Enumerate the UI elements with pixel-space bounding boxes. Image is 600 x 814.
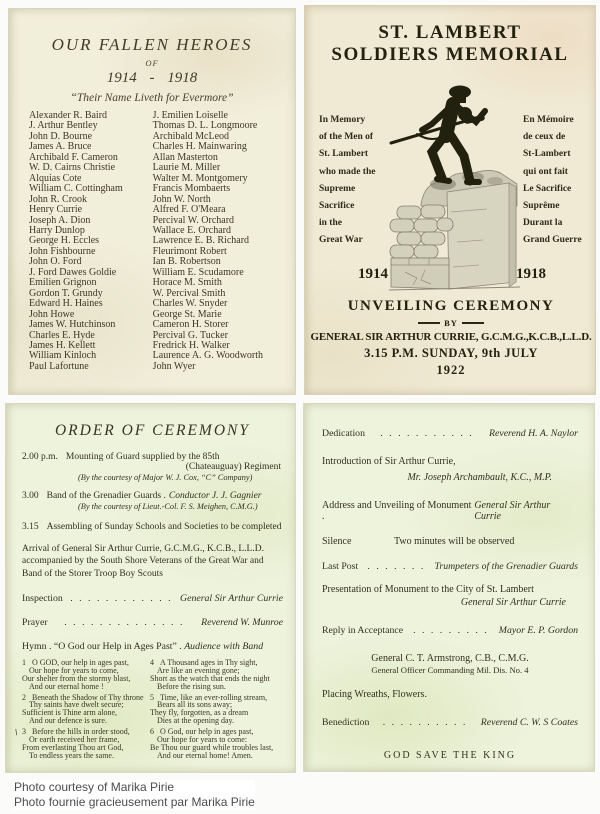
memorial-text-line: Grand Guerre (523, 235, 582, 246)
fallen-hero-name: Ian B. Robertson (152, 256, 221, 268)
hymn-line: 5 Time, like an ever-rolling stream, (150, 692, 268, 702)
hymn-line: And our eternal home! Amen. (157, 750, 253, 760)
hymn-line: From everlasting Thou art God, (22, 742, 124, 752)
memorial-text-line: Supreme (319, 183, 356, 194)
item-time: 2.00 p.m. (22, 452, 58, 462)
program-item-silence (322, 536, 578, 547)
item-value: Two minutes will be observed (393, 536, 515, 547)
photo-credit-french: Photo fournie gracieusement par Marika Pirie (14, 795, 255, 809)
heroes-of: OF (145, 58, 159, 68)
fallen-hero-name: George H. Eccles (29, 235, 100, 247)
dot-leader: . . . . . . . . . . . . . . (64, 616, 185, 628)
fallen-hero-name: James A. Bruce (29, 141, 92, 153)
fallen-hero-name: Wallace E. Orchard (152, 224, 231, 236)
program-item-introduction (322, 456, 578, 483)
fallen-hero-name: Francis Mombaerts (152, 183, 231, 195)
rule-right (462, 322, 484, 324)
fallen-hero-name: Allan Masterton (152, 151, 218, 163)
cover-title-line1: ST. LAMBERT (378, 22, 522, 43)
hymn-line: Or earth received her frame, (29, 735, 120, 745)
item-courtesy-note: (By the courtesy of Lieut.-Col. F. S. Meighen, C.M.G.) (78, 502, 258, 511)
dot-leader: . . . . . . . . . (413, 625, 489, 636)
hymn-line: To endless years the same. (29, 750, 114, 760)
fallen-hero-name: Alfred F. O'Meara (152, 204, 226, 216)
item-value: General Sir Arthur Currie (474, 500, 551, 522)
heroes-motto: “Their Name Liveth for Evermore” (70, 92, 234, 104)
event-title: UNVEILING CEREMONY (347, 298, 555, 314)
fallen-hero-name: Joseph A. Dion (29, 214, 91, 226)
fallen-hero-name: W. D. Cairns Christie (29, 162, 116, 174)
order-item-inspection (22, 593, 283, 604)
fallen-hero-name: Walter M. Montgomery (152, 172, 248, 184)
hymn-column-left (13, 657, 146, 763)
hymn-line: Dies at the opening day. (157, 716, 235, 726)
item-label: Address and Unveiling of Monument . (322, 500, 472, 522)
unveiling-block (305, 298, 596, 378)
item-text-continued: (Chateauguay) Regiment (185, 462, 281, 472)
fallen-hero-name: William C. Cottingham (29, 183, 123, 195)
memorial-text-line: Sacrifice (319, 201, 355, 212)
program-item-address (322, 500, 578, 522)
fallen-hero-name: Laurence A. G. Woodworth (152, 350, 264, 362)
hymn-line: They fly, forgotten, as a dream (150, 708, 249, 718)
memorial-text-line: St-Lambert (523, 149, 571, 160)
memorial-text-french (523, 112, 596, 250)
hymn-verse (22, 659, 146, 691)
fallen-hero-name: Archibald F. Cameron (29, 151, 118, 163)
hymn-line: And our eternal home ! (29, 681, 104, 691)
fallen-hero-name: George St. Marie (152, 308, 222, 320)
order-item-mounting (22, 452, 283, 462)
dot-leader: . . . . . . . . . . . . (70, 592, 173, 604)
item-value: Reverend C. W. S Coates (480, 717, 578, 728)
fallen-hero-name: Charles H. Mainwaring (152, 141, 247, 153)
program-item-benediction (322, 717, 578, 728)
hymn-column-right (150, 659, 283, 763)
fallen-hero-name: Lawrence E. B. Richard (152, 235, 250, 247)
memorial-text-line: in the (319, 218, 342, 229)
memorial-text-line: Le Sacrifice (523, 183, 572, 194)
armstrong-title: General Officer Commanding Mil. Dis. No. 4 (371, 665, 529, 675)
fallen-hero-name: John W. North (152, 193, 211, 205)
fallen-hero-name: James W. Hutchinson (29, 319, 116, 331)
item-label: Last Post (322, 561, 359, 572)
dot-leader: . . . . . . . . . . . (380, 428, 474, 439)
hymn-line: Our hope for years to come, (29, 665, 119, 675)
year-end: 1918 (516, 266, 546, 282)
closing-line: GOD SAVE THE KING (383, 750, 517, 761)
verse-number: 2 (22, 692, 26, 702)
fallen-hero-name: William Kinloch (29, 350, 97, 362)
memorial-text-line: Suprême (523, 201, 560, 212)
fallen-hero-name: Fleurimont Robert (152, 245, 227, 257)
verse-number: 1 (22, 657, 26, 667)
fallen-hero-name: Paul Lafortune (29, 360, 89, 372)
by-label: BY (444, 318, 458, 328)
fallen-hero-name: John Fishbourne (29, 245, 96, 257)
program-item-dedication (322, 428, 578, 439)
hymn-line: Bears all its sons away; (157, 700, 233, 710)
fallen-hero-name: J. Ford Dawes Goldie (29, 266, 117, 278)
fallen-hero-name: John Howe (29, 308, 75, 320)
item-label: Introduction of Sir Arthur Currie, (322, 456, 456, 467)
item-label: Benediction (322, 717, 370, 728)
order-item-assembling (22, 522, 283, 532)
verse-number: 5 (150, 692, 154, 702)
arrival-paragraph: Arrival of General Sir Arthur Currie, G.C.M.G., K.C.B., L.L.D. accompanied by the South Shore Veterans of the Great War and Band of the Storer Troop Boy Scouts (22, 544, 264, 579)
fallen-heroes-list (9, 111, 295, 372)
fallen-hero-name: Fredrick H. Walker (152, 339, 230, 351)
fallen-hero-name: Henry Currie (29, 204, 83, 216)
fallen-hero-name: Percival W. Orchard (152, 214, 235, 226)
hymn-line: Be Thou our guard while troubles last, (150, 742, 274, 752)
names-column-right (153, 111, 295, 372)
item-label: Silence (322, 536, 352, 547)
fallen-hero-name: Gordon T. Grundy (29, 287, 103, 299)
by-row (305, 318, 596, 328)
hymn-heading (22, 641, 283, 652)
hymn-verse (150, 694, 283, 726)
fallen-hero-name: John D. Bourne (29, 130, 93, 142)
fallen-hero-name: Cameron H. Storer (152, 319, 229, 331)
item-label: Reply in Acceptance (322, 625, 404, 636)
memorial-text-line: de ceux de (523, 132, 566, 143)
hymn-line: 4 A Thousand ages in Thy sight, (150, 657, 258, 667)
memorial-text-line: En Mémoire (523, 115, 574, 125)
cover-title-line2: SOLDIERS MEMORIAL (331, 44, 569, 65)
item-label: Dedication (322, 428, 365, 439)
memorial-text-line: St. Lambert (319, 149, 369, 160)
hymn-line: Are like an evening gone; (157, 665, 240, 675)
event-year: 1922 (436, 363, 466, 377)
hymn-verses (13, 657, 283, 763)
hymn-line: Our hope for years to come: (157, 735, 247, 745)
program-item-last-post (322, 561, 578, 572)
hymn-line: 1 O GOD, our help in ages past, (22, 657, 129, 667)
item-time: 3.15 (22, 522, 39, 532)
fallen-hero-name: John R. Crook (29, 193, 88, 205)
rule-left (418, 322, 440, 324)
fallen-hero-name: Thomas D. L. Longmoore (152, 120, 258, 132)
hymn-verse (150, 728, 283, 760)
fallen-hero-name: Charles W. Snyder (152, 298, 228, 310)
verse-number: 6 (150, 727, 154, 737)
memorial-text-line: In Memory (319, 115, 366, 125)
hymn-line: 3 Before the hills in order stood, (22, 727, 130, 737)
event-datetime: 3.15 P.M. SUNDAY, 9th JULY (364, 346, 538, 360)
panel-memorial-cover (304, 5, 596, 395)
photo-credit-english: Photo courtesy of Marika Pirie (14, 780, 175, 794)
memorial-text-line: of the Men of (319, 132, 374, 143)
fallen-hero-name: Archibald McLeod (152, 130, 230, 142)
item-text: Band of the Grenadier Guards . (46, 491, 166, 501)
item-courtesy-note: (By the courtesy of Major W. J. Cox, “C” Company) (78, 473, 253, 482)
item-value: Mr. Joseph Archambault, K.C., M.P. (407, 472, 552, 483)
hymn-line: And our defence is sure. (29, 716, 107, 726)
panel-fallen-heroes (8, 8, 296, 395)
fallen-hero-name: James H. Kellett (29, 339, 96, 351)
order-item-prayer (22, 617, 283, 628)
fallen-hero-name: Horace M. Smith (152, 277, 222, 289)
item-value: General Sir Arthur Currie (460, 597, 566, 608)
item-value: Trumpeters of the Grenadier Guards (434, 561, 578, 572)
panel-order-of-ceremony (5, 403, 296, 773)
program-item-wreaths: Placing Wreaths, Flowers. (322, 689, 427, 700)
hymn-line: Short as the watch that ends the night (150, 673, 270, 683)
item-conductor: Conductor J. J. Gagnier (168, 491, 262, 501)
hymn-heading-note: Audience with Band (184, 640, 264, 652)
fallen-hero-name: J. Arthur Bentley (29, 120, 98, 132)
item-value: Reverend W. Munroe (201, 616, 283, 628)
officiant-name: GENERAL SIR ARTHUR CURRIE, G.C.M.G.,K.C.B.,L.L.D. (310, 331, 592, 343)
hymn-verse (13, 726, 146, 760)
hymn-verse (22, 694, 146, 726)
heroes-years: 1914 - 1918 (106, 70, 198, 86)
dot-leader: . . . . . . . (367, 561, 426, 572)
handwritten-tick-mark: \ (13, 726, 19, 738)
hymn-line: Thy saints have dwelt secure; (29, 700, 124, 710)
fallen-hero-name: Emilien Grignon (29, 277, 97, 289)
hymn-verse (150, 659, 283, 691)
order-item-band (22, 491, 283, 501)
fallen-hero-name: Percival G. Tucker (152, 329, 228, 341)
item-label: Presentation of Monument to the City of St. Lambert (322, 584, 534, 595)
fallen-hero-name: Alexander R. Baird (29, 110, 108, 121)
dot-leader: . . . . . . . . . . (382, 717, 468, 728)
hymn-line: Sufficient is Thine arm alone, (22, 708, 118, 718)
armstrong-name: General C. T. Armstrong, C.B., C.M.G. (371, 653, 529, 664)
memorial-text-line: qui ont fait (523, 166, 568, 177)
fallen-hero-name: W. Percival Smith (152, 287, 226, 299)
verse-number: 4 (150, 657, 154, 667)
memorial-text-english (319, 112, 409, 250)
item-time: 3.00 (22, 491, 39, 501)
cover-title (305, 22, 595, 66)
item-text: Assembling of Sunday Schools and Societies to be completed (46, 522, 282, 532)
item-value: Mayor E. P. Gordon (498, 625, 578, 636)
fallen-hero-name: Charles E. Hyde (29, 329, 95, 341)
fallen-hero-name: Harry Dunlop (29, 224, 85, 236)
fallen-hero-name: Laurie M. Miller (152, 162, 221, 174)
hymn-line: 6 O God, our help in ages past, (150, 727, 254, 737)
hymn-line: Before the rising sun. (157, 681, 226, 691)
verse-number: 3 (22, 727, 26, 737)
hymn-line: Our shelter from the stormy blast, (22, 673, 131, 683)
order-title: ORDER OF CEREMONY (54, 422, 250, 439)
program-item-armstrong (322, 653, 578, 675)
names-column-left (29, 111, 147, 372)
program-item-reply (322, 625, 578, 636)
memorial-text-line: Great War (319, 235, 363, 246)
hymn-line: 2 Beneath the Shadow of Thy throne (22, 692, 144, 702)
fallen-hero-name: J. Emilien Loiselle (152, 110, 228, 121)
item-value: General Sir Arthur Currie (180, 592, 283, 604)
heroes-title: OUR FALLEN HEROES (51, 35, 253, 54)
memorial-text-line: who made the (319, 166, 376, 177)
program-item-presentation (322, 584, 578, 608)
fallen-hero-name: Edward H. Haines (29, 298, 103, 310)
item-label: Inspection (22, 592, 63, 604)
item-text: Mounting of Guard supplied by the 85th (65, 452, 220, 462)
hymn-heading-text: Hymn . “O God our Help in Ages Past” . (22, 640, 182, 652)
fallen-hero-name: John O. Ford (29, 256, 82, 268)
fallen-hero-name: William E. Scudamore (152, 266, 244, 278)
panel-program-continued (303, 403, 595, 772)
photo-credit-caption (14, 780, 255, 810)
fallen-hero-name: Alquias Cote (29, 172, 82, 184)
fallen-hero-name: John Wyer (152, 360, 196, 372)
item-label: Prayer (22, 616, 48, 628)
memorial-text-line: Durant la (523, 218, 563, 229)
year-start: 1914 (358, 266, 388, 282)
item-value: Reverend H. A. Naylor (489, 428, 578, 439)
